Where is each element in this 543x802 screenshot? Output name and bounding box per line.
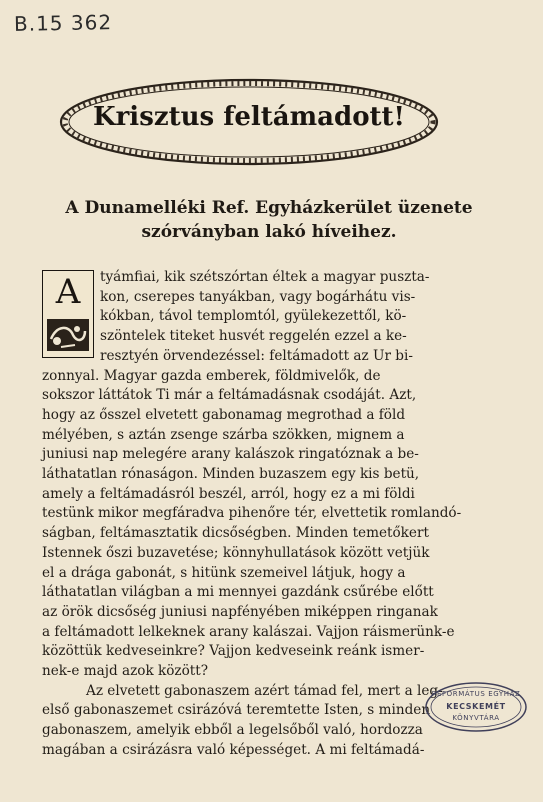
text-line: szöntelek titeket husvét reggelén ezzel a ke- [100, 328, 407, 345]
text-line: mélyében, s aztán zsenge szárba szökken, mignem a [42, 426, 405, 443]
text-line: első gabonaszemet csirázóvá teremtette Isten, s minden [42, 702, 431, 719]
text-line: kon, cserepes tanyákban, vagy bogárhátu vis- [100, 288, 416, 305]
text-line: ságban, feltámasztatik dicsőségben. Minden temetőkert [42, 525, 429, 542]
page-title: Krisztus feltámadott! [93, 102, 405, 132]
text-line: a feltámadott lelkeknek arany kalászai. Vajjon ráismerünk-e [42, 623, 455, 640]
text-line: közöttük kedveseinkre? Vajjon kedveseink reánk ismer- [42, 643, 425, 660]
subtitle-line: szórványban lakó híveihez. [141, 222, 397, 242]
subtitle-line: A Dunamelléki Ref. Egyházkerület üzenete [65, 198, 473, 218]
text-line: nek-e majd azok között? [42, 663, 208, 680]
text-line: Istennek őszi buzavetése; könnyhullatások között vetjük [42, 544, 430, 561]
text-line: testünk mikor megfáradva pihenőre tér, elvettetik romlandó- [42, 505, 462, 522]
text-line: amely a feltámadásról beszél, arról, hogy ez a mi földi [42, 485, 415, 502]
stamp-text: KECSKEMÉT [446, 702, 506, 711]
text-line: láthatatlan világban a mi mennyei gazdánk csűrébe előtt [42, 584, 434, 601]
stamp-text: REFORMÁTUS EGYHÁZ [431, 690, 521, 698]
subtitle [34, 196, 504, 244]
handwritten-shelfmark: B.15 362 [13, 10, 113, 36]
drop-cap-letter: A [55, 272, 81, 312]
text-line: tyámfiai, kik szétszórtan éltek a magyar puszta- [100, 269, 430, 285]
text-line: az örök dicsőség juniusi napfényében miképpen ringanak [42, 603, 438, 620]
text-line: magában a csirázásra való képességet. A mi feltámadá- [42, 741, 425, 758]
library-stamp [423, 680, 529, 734]
text-line: zonnyal. Magyar gazda emberek, földmivelők, de [42, 367, 381, 384]
text-line: el a drága gabonát, s hitünk szemeivel látjuk, hogy a [42, 564, 406, 581]
text-line: juniusi nap melegére arany kalászok ringatóznak a be- [42, 446, 419, 463]
text-line: resztyén örvendezéssel: feltámadott az Ur bi- [100, 347, 413, 364]
text-line: gabonaszem, amelyik ebből a legelsőből való, hordozza [42, 722, 423, 739]
text-line: kókban, távol templomtól, gyülekezettől, kö- [100, 308, 407, 325]
text-line: láthatatlan rónaságon. Minden buzaszem egy kis betü, [42, 466, 420, 483]
title-frame [56, 76, 442, 168]
body-text [42, 268, 472, 761]
text-line: sokszor láttátok Ti már a feltámadásnak csodáját. Azt, [42, 387, 417, 404]
text-line: Az elvetett gabonaszem azért támad fel, mert a leg- [86, 682, 443, 699]
text-line: hogy az ősszel elvetett gabonamag megrothad a föld [42, 406, 406, 423]
stamp-text: KÖNYVTÁRA [452, 714, 500, 722]
